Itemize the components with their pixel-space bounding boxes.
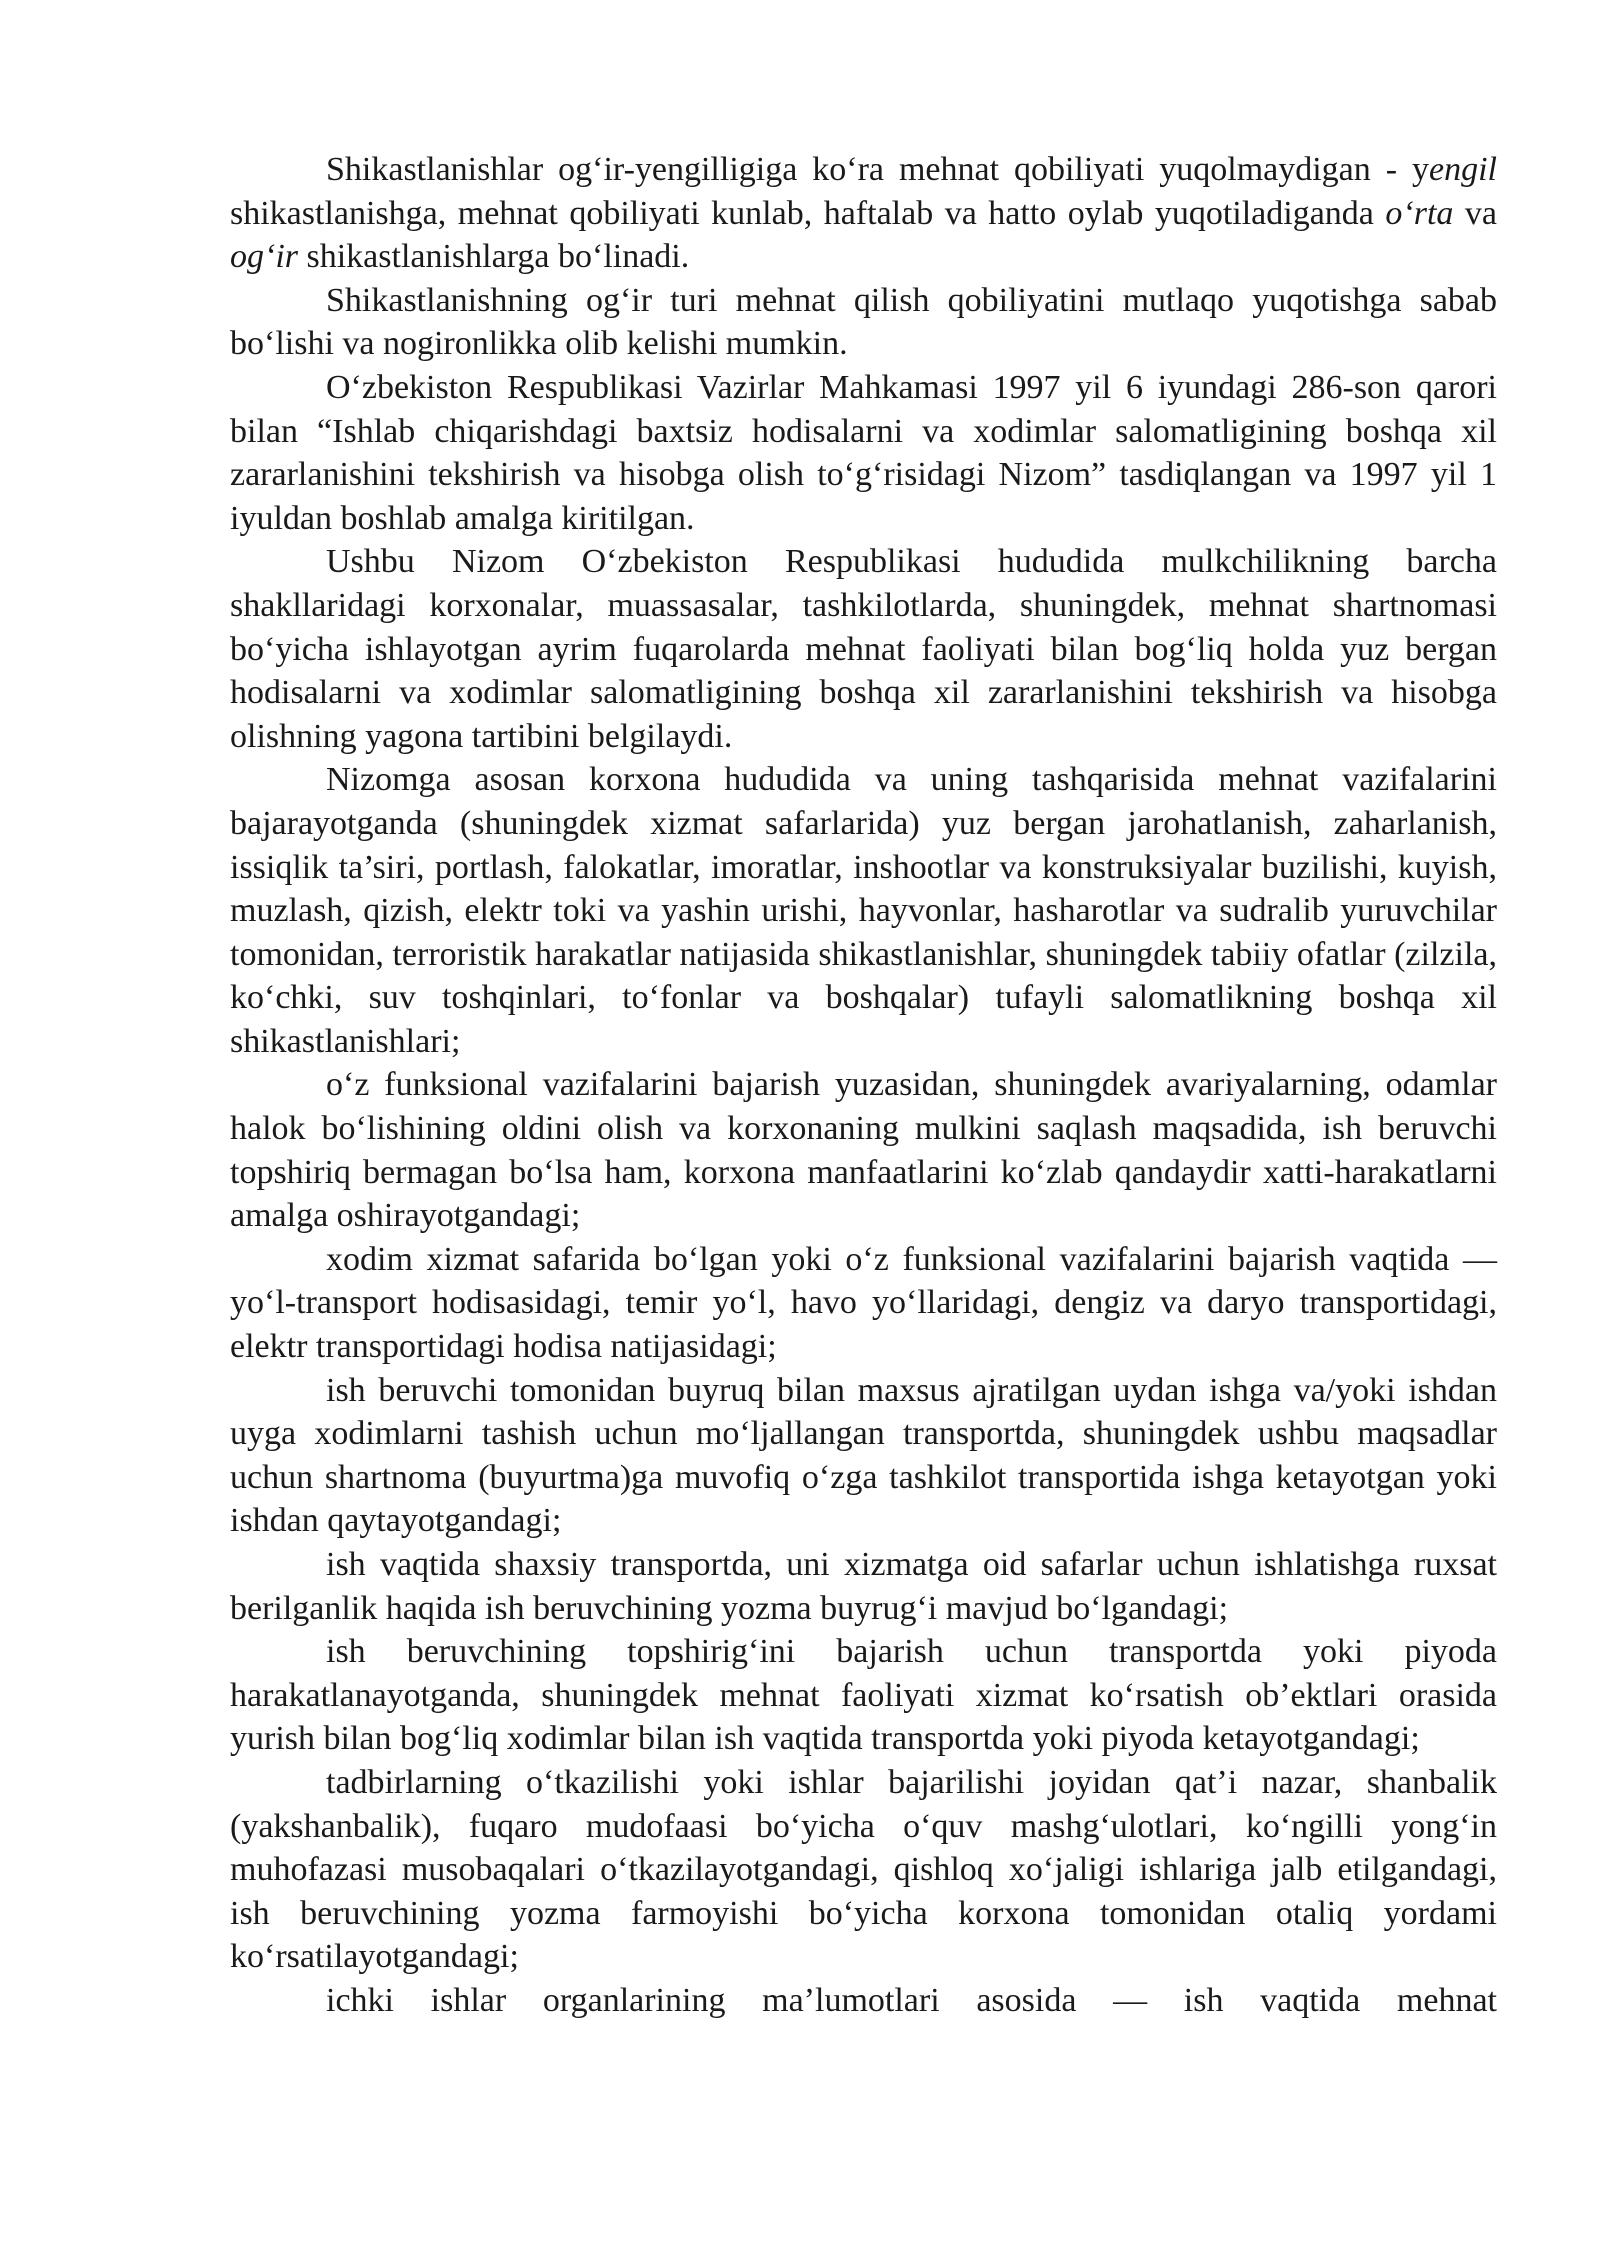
paragraph-text: O‘zbekiston Respublikasi Vazirlar Mahkamasi 1997 yil 6 iyundagi 286-son qarori bilan “Ishlab chiqarishdagi baxtsiz hodisalarni va xodimlar salomatligining boshqa xil zararlanishini tekshirish va hisobga olish to‘g‘risidagi Nizom” tasdiqlangan va 1997 yil 1 iyuldan boshlab amalga kiritilgan.	[230, 368, 1497, 537]
paragraph	[230, 279, 1497, 366]
paragraph-text: Ushbu Nizom O‘zbekiston Respublikasi hududida mulkchilikning barcha shakllaridagi korxonalar, muassasalar, tashkilotlarda, shuningdek, mehnat shartnomasi bo‘yicha ishlayotgan ayrim fuqarolarda mehnat faoliyati bilan bog‘liq holda yuz bergan hodisalarni va xodimlar salomatligining boshqa xil zararlanishini tekshirish va hisobga olishning yagona tartibini belgilaydi.	[230, 543, 1497, 755]
paragraph	[230, 1979, 1497, 2023]
paragraph-text: Nizomga asosan korxona hududida va uning tashqarisida mehnat vazifalarini bajarayotganda (shuningdek xizmat safarlarida) yuz bergan jarohatlanish, zaharlanish, issiqlik ta’siri, portlash, falokatlar, imoratlar, inshootlar va konstruksiyalar buzilishi, kuyish, muzlash, qizish, elektr toki va yashin urishi, hayvonlar, hasharotlar va sudralib yuruvchilar tomonidan, terroristik harakatlar natijasida shikastlanishlar, shuningdek tabiiy ofatlar (zilzila, ko‘chki, suv toshqinlari, to‘fonlar va boshqalar) tufayli salomatlikning boshqa xil shikastlanishlari;	[230, 761, 1497, 1060]
paragraph-text: ichki ishlar organlarining ma’lumotlari asosida — ish vaqtida mehnat	[326, 1981, 1497, 2019]
paragraph-text: ish beruvchining topshirig‘ini bajarish uchun transportda yoki piyoda harakatlanayotganda, shuningdek mehnat faoliyati xizmat ko‘rsatish ob’ektlari orasida yurish bilan bog‘liq xodimlar bilan ish vaqtida transportda yoki piyoda ketayotgandagi;	[230, 1633, 1497, 1758]
paragraph-text: tadbirlarning o‘tkazilishi yoki ishlar bajarilishi joyidan qat’i nazar, shanbalik (yakshanbalik), fuqaro mudofaasi bo‘yicha o‘quv mashg‘ulotlari, ko‘ngilli yong‘in muhofazasi musobaqalari o‘tkazilayotgandagi, qishloq xo‘jaligi ishlariga jalb etilgandagi, ish beruvchining yozma farmoyishi bo‘yicha korxona tomonidan otaliq yordami ko‘rsatilayotgandagi;	[230, 1763, 1497, 1976]
paragraph-text: va	[1453, 194, 1498, 232]
paragraph	[230, 1761, 1497, 1979]
paragraph-text: Shikastlanishlar og‘ir-yengilligiga ko‘ra mehnat qobiliyati yuqolmaydigan - y	[326, 151, 1430, 188]
paragraph	[230, 758, 1497, 1063]
italic-term: og‘ir	[230, 238, 298, 276]
paragraph-text: xodim xizmat safarida bo‘lgan yoki o‘z funksional vazifalarini bajarish vaqtida — yo‘l-transport hodisasidagi, temir yo‘l, havo yo‘llaridagi, dengiz va daryo transportidagi, elektr transportidagi hodisa natijasidagi;	[230, 1240, 1497, 1366]
paragraph-text: shikastlanishlarga bo‘linadi.	[298, 238, 690, 276]
italic-term: engil	[1429, 151, 1497, 188]
paragraph-text: ish vaqtida shaxsiy transportda, uni xizmatga oid safarlar uchun ishlatishga ruxsat berilganlik haqida ish beruvchining yozma buyrug‘i mavjud bo‘lgandagi;	[230, 1546, 1497, 1627]
paragraph	[230, 1063, 1497, 1237]
paragraph-text: shikastlanishga, mehnat qobiliyati kunlab, haftalab va hatto oylab yuqotiladiganda	[230, 194, 1386, 232]
italic-term: o‘rta	[1385, 194, 1454, 232]
paragraph	[230, 1630, 1497, 1761]
paragraph	[230, 1369, 1497, 1543]
paragraph-text: o‘z funksional vazifalarini bajarish yuzasidan, shuningdek avariyalarning, odamlar halok bo‘lishining oldini olish va korxonaning mulkini saqlash maqsadida, ish beruvchi topshiriq bermagan bo‘lsa ham, korxona manfaatlarini ko‘zlab qandaydir xatti-harakatlarni amalga oshirayotgandagi;	[230, 1066, 1497, 1235]
paragraph	[230, 1238, 1497, 1369]
paragraph-text: Shikastlanishning og‘ir turi mehnat qilish qobiliyatini mutlaqo yuqotishga sabab bo‘lishi va nogironlikka olib kelishi mumkin.	[230, 281, 1497, 363]
paragraph	[230, 540, 1497, 758]
paragraph-text: ish beruvchi tomonidan buyruq bilan maxsus ajratilgan uydan ishga va/yoki ishdan uyga xodimlarni tashish uchun mo‘ljallangan transportda, shuningdek ushbu maqsadlar uchun shartnoma (buyurtma)ga muvofiq o‘zga tashkilot transportida ishga ketayotgan yoki ishdan qaytayotgandagi;	[230, 1371, 1497, 1540]
paragraph	[230, 366, 1497, 540]
paragraph	[230, 1543, 1497, 1630]
paragraph	[230, 148, 1497, 279]
document-page	[230, 148, 1497, 2023]
